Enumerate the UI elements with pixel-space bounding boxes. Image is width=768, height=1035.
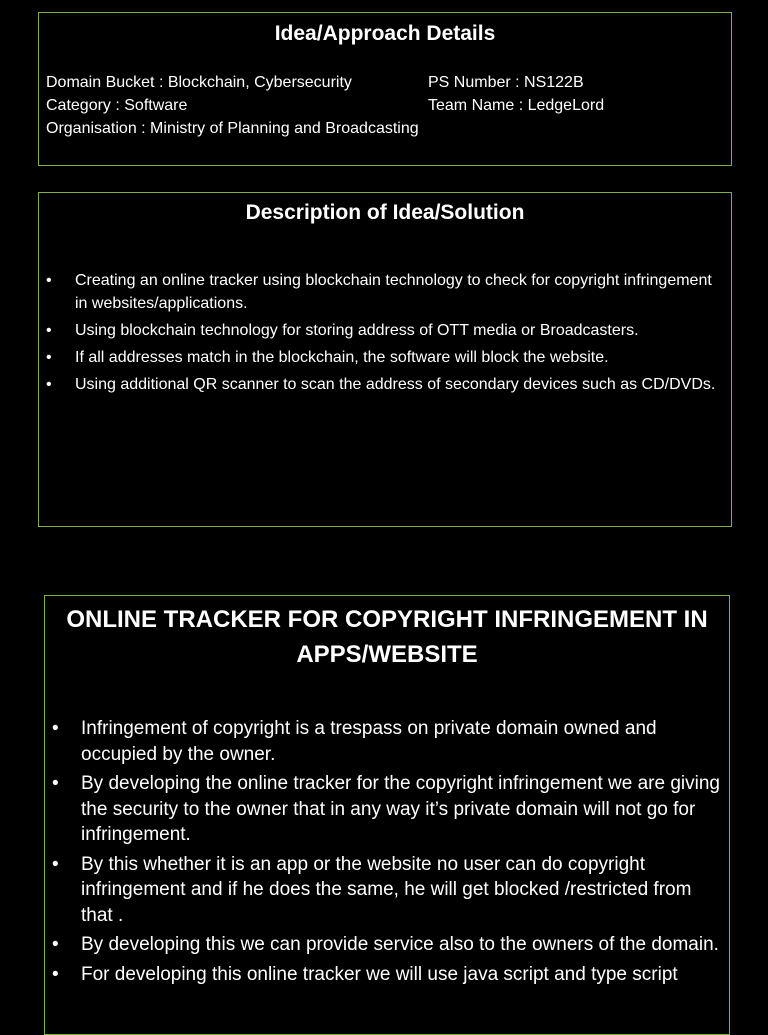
- description-list: [39, 269, 719, 400]
- domain-bucket-text: Domain Bucket : Blockchain, Cybersecurity: [46, 74, 352, 91]
- list-item: [45, 852, 725, 929]
- list-item: [45, 932, 725, 958]
- bullet-icon: •: [52, 963, 59, 985]
- bullet-icon: •: [46, 376, 52, 393]
- list-item-text: Creating an online tracker using blockchain technology to check for copyright infringement in websites/applications.: [75, 272, 712, 312]
- list-item-text: By developing the online tracker for the copyright infringement we are giving the security to the owner that in any way it’s private domain will not go for infringement.: [81, 773, 720, 845]
- list-item: [39, 373, 719, 396]
- team-name-text: Team Name : LedgeLord: [428, 97, 605, 114]
- details-row-2: [46, 94, 726, 117]
- bullet-icon: •: [46, 322, 52, 339]
- bullet-icon: •: [52, 934, 59, 955]
- list-item-text: Infringement of copyright is a trespass on private domain owned and occupied by the owner.: [81, 718, 657, 765]
- details-row-3: [46, 117, 726, 140]
- details-row-1: [46, 71, 726, 94]
- list-item-text: Using blockchain technology for storing address of OTT media or Broadcasters.: [75, 322, 639, 339]
- bullet-icon: •: [52, 773, 59, 794]
- description-title: Description of Idea/Solution: [245, 201, 525, 224]
- bullet-icon: •: [52, 718, 59, 739]
- category-text: Category : Software: [46, 97, 188, 114]
- list-item-text: By developing this we can provide service also to the owners of the domain.: [81, 934, 719, 955]
- tracker-title: ONLINE TRACKER FOR COPYRIGHT INFRINGEMENT IN APPS/WEBSITE: [66, 606, 708, 668]
- list-item: [39, 269, 719, 315]
- list-item-text: By this whether it is an app or the website no user can do copyright infringement and if he does the same, he will get blocked /restricted from that .: [81, 853, 692, 926]
- tracker-list: [45, 716, 725, 991]
- list-item-text: If all addresses match in the blockchain, the software will block the website.: [75, 349, 609, 366]
- organisation-text: Organisation : Ministry of Planning and Broadcasting: [46, 120, 419, 137]
- ps-number-text: PS Number : NS122B: [428, 74, 584, 91]
- list-item: [39, 319, 719, 342]
- list-item: [39, 346, 719, 369]
- bullet-icon: •: [46, 272, 52, 289]
- list-item-text: Using additional QR scanner to scan the address of secondary devices such as CD/DVDs.: [75, 376, 716, 393]
- list-item: [45, 716, 725, 767]
- list-item: [45, 771, 725, 848]
- description-panel: [38, 192, 732, 527]
- idea-approach-panel: [38, 12, 732, 166]
- tracker-panel: [44, 595, 730, 1035]
- idea-details: [46, 71, 726, 140]
- idea-approach-title: Idea/Approach Details: [274, 22, 496, 45]
- bullet-icon: •: [46, 349, 52, 366]
- list-item: [45, 962, 725, 988]
- bullet-icon: •: [52, 853, 59, 875]
- list-item-text: For developing this online tracker we will use java script and type script: [81, 963, 678, 985]
